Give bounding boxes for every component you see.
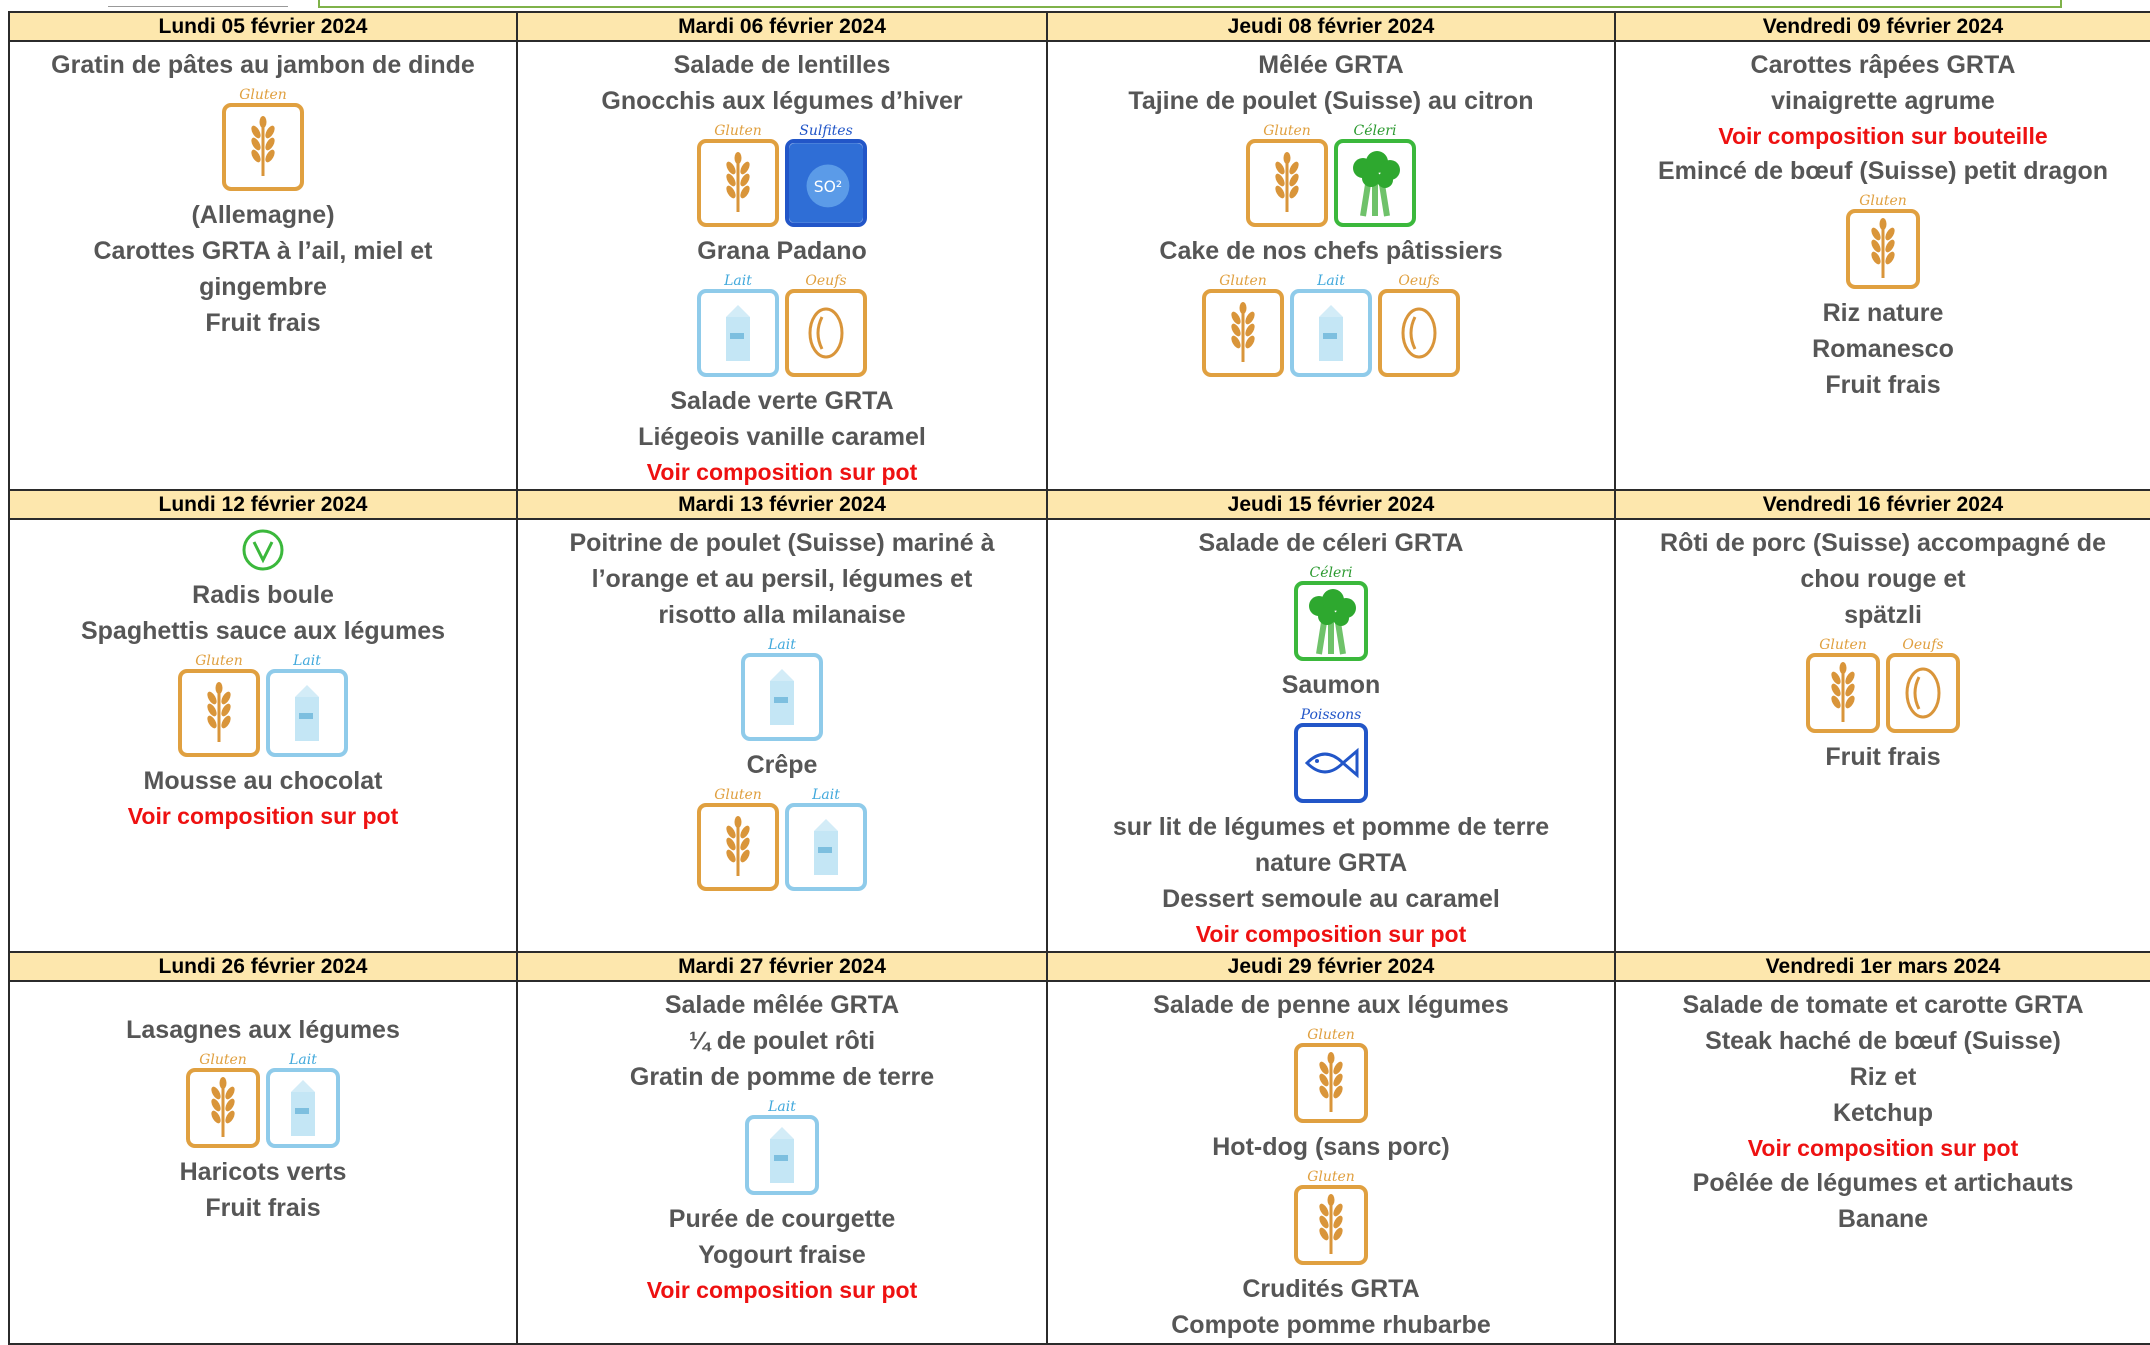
- milk-carton-icon: [808, 817, 844, 877]
- lait-allergen-badge: [785, 787, 867, 891]
- dish-line: Purée de courgette: [668, 1205, 896, 1233]
- dish-line: Crêpe: [746, 751, 818, 779]
- day-menu-content: [1048, 520, 1614, 951]
- dish-line: Riz et: [1849, 1063, 1917, 1091]
- vegetarian-icon: [241, 525, 285, 577]
- dish-line: Gnocchis aux légumes d’hiver: [601, 87, 963, 115]
- milk-carton-icon: [764, 667, 800, 727]
- dish-line: sur lit de légumes et pomme de terre: [1112, 813, 1550, 841]
- oeufs-icon: [1886, 653, 1960, 733]
- day-header: Lundi 26 février 2024: [9, 952, 517, 981]
- egg-icon: [800, 301, 852, 365]
- lait-allergen-label: Lait: [289, 1052, 317, 1068]
- lait-allergen-label: Lait: [812, 787, 840, 803]
- day-header: Mardi 27 février 2024: [517, 952, 1047, 981]
- egg-icon: [1393, 301, 1445, 365]
- logo-strip: [108, 0, 288, 7]
- day-menu-cell: [9, 519, 517, 952]
- day-header: Mardi 13 février 2024: [517, 490, 1047, 519]
- wheat-icon: [1267, 152, 1307, 214]
- gluten-allergen-label: Gluten: [1263, 123, 1311, 139]
- celeri-allergen-badge: [1334, 123, 1416, 227]
- dish-line: Cake de nos chefs pâtissiers: [1159, 237, 1503, 265]
- composition-note: Voir composition sur pot: [1747, 1135, 2019, 1161]
- gluten-allergen-badge: [1806, 637, 1880, 733]
- lait-allergen-label: Lait: [724, 273, 752, 289]
- dish-line: Haricots verts: [179, 1158, 347, 1186]
- day-menu-cell: [517, 41, 1047, 490]
- allergen-icons: [1202, 273, 1460, 377]
- allergen-icons: [1806, 637, 1960, 733]
- day-menu-content: [10, 520, 516, 833]
- dish-line: Yogourt fraise: [698, 1241, 866, 1269]
- wheat-icon: [199, 682, 239, 744]
- wheat-icon: [1223, 302, 1263, 364]
- day-header: Jeudi 08 février 2024: [1047, 12, 1615, 41]
- gluten-allergen-badge: [1294, 1169, 1368, 1265]
- allergen-icons: [741, 637, 823, 741]
- gluten-icon: [697, 139, 779, 227]
- oeufs-allergen-label: Oeufs: [1398, 273, 1440, 289]
- allergen-icons: [697, 787, 867, 891]
- dish-line: Gratin de pomme de terre: [629, 1063, 935, 1091]
- gluten-allergen-label: Gluten: [195, 653, 243, 669]
- lait-allergen-badge: [266, 653, 348, 757]
- gluten-allergen-badge: [1846, 193, 1920, 289]
- dish-line: Grana Padano: [697, 237, 867, 265]
- dish-line: (Allemagne): [191, 201, 335, 229]
- day-header: Vendredi 09 février 2024: [1615, 12, 2150, 41]
- dish-line: Ketchup: [1833, 1099, 1933, 1127]
- wheat-icon: [1863, 218, 1903, 280]
- day-header: Jeudi 29 février 2024: [1047, 952, 1615, 981]
- gluten-allergen-badge: [1294, 1027, 1368, 1123]
- gluten-icon: [186, 1068, 260, 1148]
- allergen-icons: [1294, 565, 1368, 661]
- gluten-icon: [1202, 289, 1284, 377]
- lait-allergen-label: Lait: [1317, 273, 1345, 289]
- day-header: Lundi 12 février 2024: [9, 490, 517, 519]
- day-header: Jeudi 15 février 2024: [1047, 490, 1615, 519]
- fish-icon: [1303, 743, 1359, 783]
- lait-allergen-badge: [1290, 273, 1372, 377]
- dish-line: chou rouge et: [1800, 565, 1966, 593]
- gluten-allergen-badge: [697, 787, 779, 891]
- allergen-icons: [1846, 193, 1920, 289]
- allergen-icons: [1294, 1169, 1368, 1265]
- sulfites-icon: [785, 139, 867, 227]
- dish-line: risotto alla milanaise: [658, 601, 906, 629]
- lait-allergen-badge: [266, 1052, 340, 1148]
- dish-line: Carottes râpées GRTA: [1750, 51, 2016, 79]
- oeufs-allergen-badge: [1886, 637, 1960, 733]
- date-header-row: [9, 952, 2150, 981]
- allergen-icons: [186, 1052, 340, 1148]
- poissons-allergen-label: Poissons: [1300, 707, 1362, 723]
- dish-line: Fruit frais: [1825, 743, 1941, 771]
- day-menu-cell: [1047, 41, 1615, 490]
- gluten-icon: [697, 803, 779, 891]
- dish-line: Emincé de bœuf (Suisse) petit dragon: [1657, 157, 2109, 185]
- svg-text:SO²: SO²: [813, 177, 843, 196]
- dish-line: Mêlée GRTA: [1258, 51, 1404, 79]
- wheat-icon: [718, 152, 758, 214]
- dish-line: Salade verte GRTA: [670, 387, 894, 415]
- gluten-allergen-badge: [178, 653, 260, 757]
- gluten-allergen-badge: [697, 123, 779, 227]
- dish-line: Mousse au chocolat: [143, 767, 383, 795]
- celeri-allergen-label: Céleri: [1353, 123, 1397, 139]
- oeufs-icon: [1378, 289, 1460, 377]
- dish-line: Tajine de poulet (Suisse) au citron: [1128, 87, 1534, 115]
- day-header: Vendredi 1er mars 2024: [1615, 952, 2150, 981]
- gluten-allergen-label: Gluten: [1307, 1169, 1355, 1185]
- milk-carton-icon: [285, 1078, 321, 1138]
- day-menu-cell: [1615, 41, 2150, 490]
- dish-line: Romanesco: [1812, 335, 1954, 363]
- celeri-icon: [1294, 581, 1368, 661]
- dish-line: Rôti de porc (Suisse) accompagné de: [1660, 529, 2106, 557]
- dish-line: spätzli: [1844, 601, 1922, 629]
- allergen-icons: [697, 273, 867, 377]
- dish-line: nature GRTA: [1254, 849, 1408, 877]
- milk-carton-icon: [1313, 303, 1349, 363]
- header-frame: [318, 0, 2062, 8]
- gluten-icon: [1294, 1185, 1368, 1265]
- day-menu-content: [518, 982, 1046, 1307]
- composition-note: Voir composition sur pot: [1195, 921, 1467, 947]
- lait-allergen-label: Lait: [768, 637, 796, 653]
- day-menu-cell: [9, 981, 517, 1344]
- milk-carton-icon: [764, 1125, 800, 1185]
- gluten-allergen-label: Gluten: [1859, 193, 1907, 209]
- wheat-icon: [718, 816, 758, 878]
- lait-icon: [697, 289, 779, 377]
- menu-row: [9, 981, 2150, 1344]
- day-menu-cell: [1615, 519, 2150, 952]
- composition-note: Voir composition sur pot: [127, 803, 399, 829]
- gluten-icon: [1294, 1043, 1368, 1123]
- menu-row: [9, 519, 2150, 952]
- wheat-icon: [1823, 662, 1863, 724]
- oeufs-allergen-label: Oeufs: [1902, 637, 1944, 653]
- day-menu-cell: [1615, 981, 2150, 1344]
- day-menu-content: [1048, 982, 1614, 1343]
- lait-allergen-label: Lait: [768, 1099, 796, 1115]
- gluten-allergen-label: Gluten: [1307, 1027, 1355, 1043]
- day-header: Lundi 05 février 2024: [9, 12, 517, 41]
- lait-allergen-badge: [741, 637, 823, 741]
- dish-line: Compote pomme rhubarbe: [1171, 1311, 1491, 1339]
- dish-line: Salade de penne aux légumes: [1153, 991, 1509, 1019]
- dish-line: Lasagnes aux légumes: [126, 1016, 400, 1044]
- allergen-icons: [1246, 123, 1416, 227]
- dish-line: Salade de lentilles: [673, 51, 891, 79]
- gluten-allergen-badge: [1246, 123, 1328, 227]
- dish-line: vinaigrette agrume: [1771, 87, 1995, 115]
- lait-allergen-badge: [697, 273, 779, 377]
- celeri-allergen-label: Céleri: [1309, 565, 1353, 581]
- gluten-icon: [1246, 139, 1328, 227]
- dish-line: Radis boule: [192, 581, 334, 609]
- gluten-allergen-label: Gluten: [714, 123, 762, 139]
- allergen-icons: [222, 87, 304, 191]
- day-menu-content: [1616, 982, 2150, 1237]
- gluten-allergen-badge: [222, 87, 304, 191]
- dish-line: Banane: [1837, 1205, 1929, 1233]
- milk-carton-icon: [720, 303, 756, 363]
- oeufs-allergen-badge: [1378, 273, 1460, 377]
- day-menu-cell: [517, 519, 1047, 952]
- lait-allergen-label: Lait: [293, 653, 321, 669]
- day-menu-cell: [517, 981, 1047, 1344]
- poissons-allergen-badge: [1294, 707, 1368, 803]
- wheat-icon: [1311, 1194, 1351, 1256]
- allergen-icons: [1294, 707, 1368, 803]
- gluten-allergen-badge: [1202, 273, 1284, 377]
- day-menu-cell: [9, 41, 517, 490]
- lait-icon: [741, 653, 823, 741]
- lait-icon: [785, 803, 867, 891]
- gluten-allergen-label: Gluten: [239, 87, 287, 103]
- day-header: Vendredi 16 février 2024: [1615, 490, 2150, 519]
- oeufs-allergen-label: Oeufs: [805, 273, 847, 289]
- day-menu-content: [1616, 520, 2150, 775]
- dish-line: Poêlée de légumes et artichauts: [1692, 1169, 2074, 1197]
- day-menu-content: [518, 520, 1046, 897]
- oeufs-icon: [785, 289, 867, 377]
- sulfites-icon: [789, 142, 863, 224]
- allergen-icons: [178, 653, 348, 757]
- day-menu-content: [1616, 42, 2150, 403]
- dish-line: Riz nature: [1822, 299, 1944, 327]
- gluten-icon: [222, 103, 304, 191]
- allergen-icons: [697, 123, 867, 227]
- dish-line: Fruit frais: [1825, 371, 1941, 399]
- dish-line: Steak haché de bœuf (Suisse): [1705, 1027, 2061, 1055]
- lait-icon: [266, 1068, 340, 1148]
- gluten-allergen-label: Gluten: [199, 1052, 247, 1068]
- celery-icon: [1345, 148, 1405, 218]
- dish-line: Salade de céleri GRTA: [1198, 529, 1464, 557]
- day-menu-content: [10, 982, 516, 1226]
- egg-icon: [1897, 661, 1949, 725]
- dish-line: Crudités GRTA: [1242, 1275, 1420, 1303]
- dish-line: ¼ de poulet rôti: [688, 1027, 876, 1055]
- gluten-icon: [1806, 653, 1880, 733]
- gluten-icon: [1846, 209, 1920, 289]
- gluten-allergen-label: Gluten: [1819, 637, 1867, 653]
- day-menu-content: [1048, 42, 1614, 383]
- dish-line: Dessert semoule au caramel: [1162, 885, 1500, 913]
- composition-note: Voir composition sur bouteille: [1718, 123, 2048, 149]
- dish-line: Gratin de pâtes au jambon de dinde: [51, 51, 475, 79]
- poissons-icon: [1294, 723, 1368, 803]
- dish-line: Salade de tomate et carotte GRTA: [1682, 991, 2084, 1019]
- lait-icon: [1290, 289, 1372, 377]
- dish-line: Liégeois vanille caramel: [638, 423, 926, 451]
- dish-line: Poitrine de poulet (Suisse) mariné à: [569, 529, 995, 557]
- date-header-row: [9, 490, 2150, 519]
- dish-line: Fruit frais: [205, 309, 321, 337]
- wheat-icon: [203, 1077, 243, 1139]
- wheat-icon: [1311, 1052, 1351, 1114]
- lait-allergen-badge: [745, 1099, 819, 1195]
- celeri-icon: [1334, 139, 1416, 227]
- menu-row: [9, 41, 2150, 490]
- gluten-allergen-label: Gluten: [1219, 273, 1267, 289]
- day-header: Mardi 06 février 2024: [517, 12, 1047, 41]
- dish-line: Saumon: [1281, 671, 1381, 699]
- dish-line: Fruit frais: [205, 1194, 321, 1222]
- weekly-menu-table: [8, 11, 2150, 1345]
- date-header-row: [9, 12, 2150, 41]
- lait-icon: [266, 669, 348, 757]
- composition-note: Voir composition sur pot: [646, 1277, 918, 1303]
- day-menu-cell: [1047, 981, 1615, 1344]
- gluten-allergen-label: Gluten: [714, 787, 762, 803]
- composition-note: Voir composition sur pot: [646, 459, 918, 485]
- dish-line: Salade mêlée GRTA: [664, 991, 900, 1019]
- gluten-icon: [178, 669, 260, 757]
- celery-icon: [1301, 586, 1361, 656]
- celeri-allergen-badge: [1294, 565, 1368, 661]
- day-menu-content: [10, 42, 516, 341]
- sulfites-allergen-label: Sulfites: [799, 123, 853, 139]
- dish-line: gingembre: [199, 273, 327, 301]
- oeufs-allergen-badge: [785, 273, 867, 377]
- dish-line: Spaghettis sauce aux légumes: [80, 617, 446, 645]
- allergen-icons: [745, 1099, 819, 1195]
- allergen-icons: [1294, 1027, 1368, 1123]
- dish-line: Carottes GRTA à l’ail, miel et: [93, 237, 433, 265]
- gluten-allergen-badge: [186, 1052, 260, 1148]
- milk-carton-icon: [289, 683, 325, 743]
- sulfites-allergen-badge: [785, 123, 867, 227]
- day-menu-content: [518, 42, 1046, 489]
- day-menu-cell: [1047, 519, 1615, 952]
- lait-icon: [745, 1115, 819, 1195]
- wheat-icon: [243, 116, 283, 178]
- dish-line: l’orange et au persil, légumes et: [591, 565, 973, 593]
- dish-line: Hot-dog (sans porc): [1212, 1133, 1450, 1161]
